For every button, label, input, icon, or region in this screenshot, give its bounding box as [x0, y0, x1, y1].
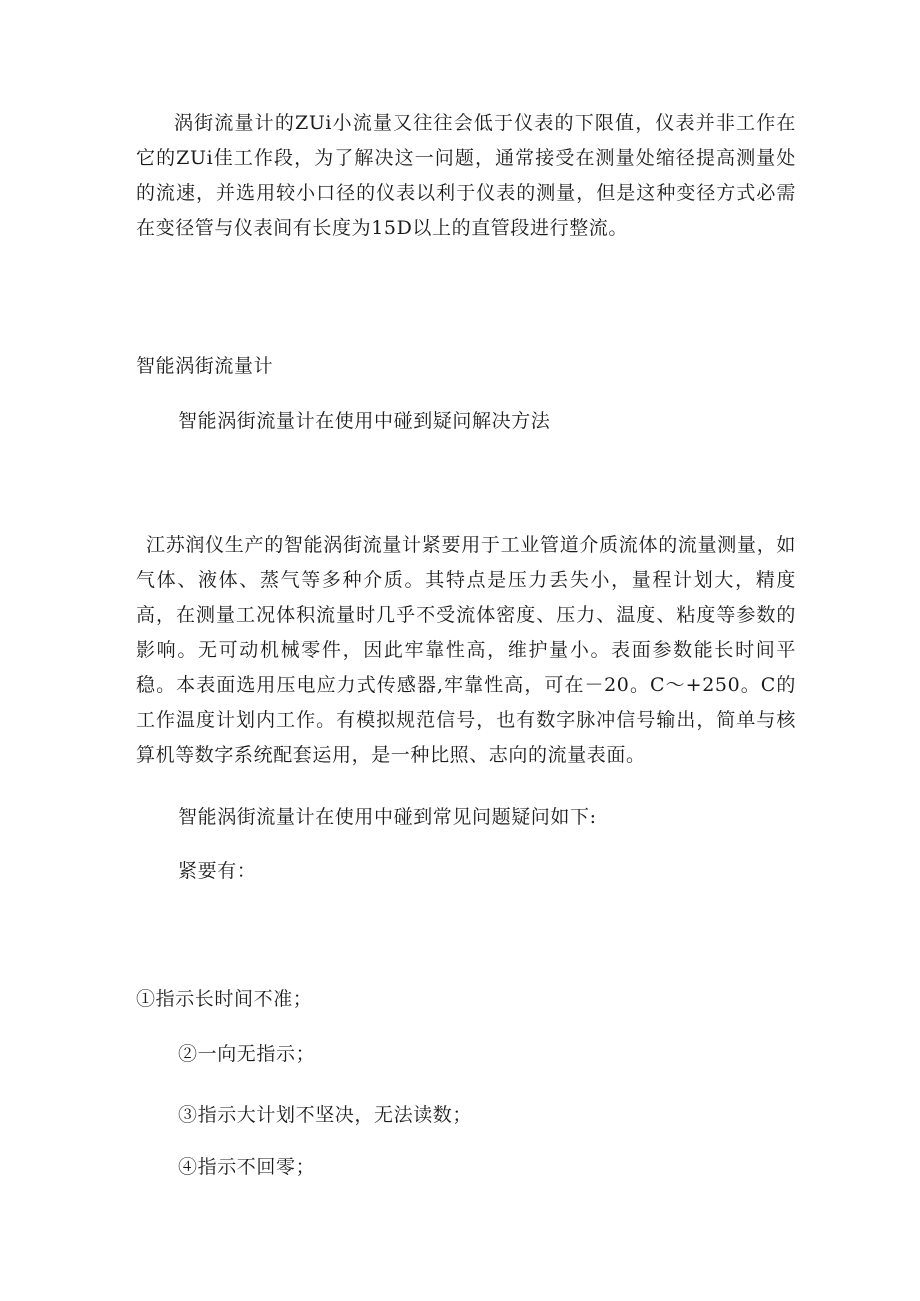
issue-item-3: ③指示大计划不坚决，无法读数； [178, 1104, 473, 1126]
main-paragraph: 江苏润仪生产的智能涡街流量计紧要用于工业管道介质流体的流量测量，如气体、液体、蒸气等多种介质。其特点是压力丢失小，量程计划大，精度高，在测量工况体积流量时几乎不受流体密度、压力、温度、粘度等参数的影响。无可动机械零件，因此牢靠性高，维护量小。表面参数能长时间平稳。本表面选用压电应力式传感器,牢靠性高，可在－20。C～+250。C的工作温度计划内工作。有模拟规范信号，也有数字脉冲信号输出，简单与核算机等数字系统配套运用，是一种比照、志向的流量表面。 [136, 534, 796, 766]
issue-item-2: ②一向无指示； [178, 1043, 316, 1065]
issue-item-1: ①指示长时间不准； [136, 988, 313, 1010]
subtitle: 智能涡街流量计在使用中碰到疑问解决方法 [178, 410, 551, 432]
issue-item-4: ④指示不回零； [178, 1156, 316, 1178]
section-title: 智能涡街流量计 [136, 355, 274, 377]
main-points-label: 紧要有： [178, 860, 257, 882]
common-issues-intro: 智能涡街流量计在使用中碰到常见问题疑问如下: [178, 806, 597, 828]
intro-paragraph: 涡街流量计的ZUi小流量又往往会低于仪表的下限值，仪表并非工作在它的ZUi佳工作段，为了解决这一问题，通常接受在测量处缩径提高测量处的流速，并选用较小口径的仪表以利于仪表的测量，但是这种变径方式必需在变径管与仪表间有长度为15D以上的直管段进行整流。 [136, 112, 796, 239]
